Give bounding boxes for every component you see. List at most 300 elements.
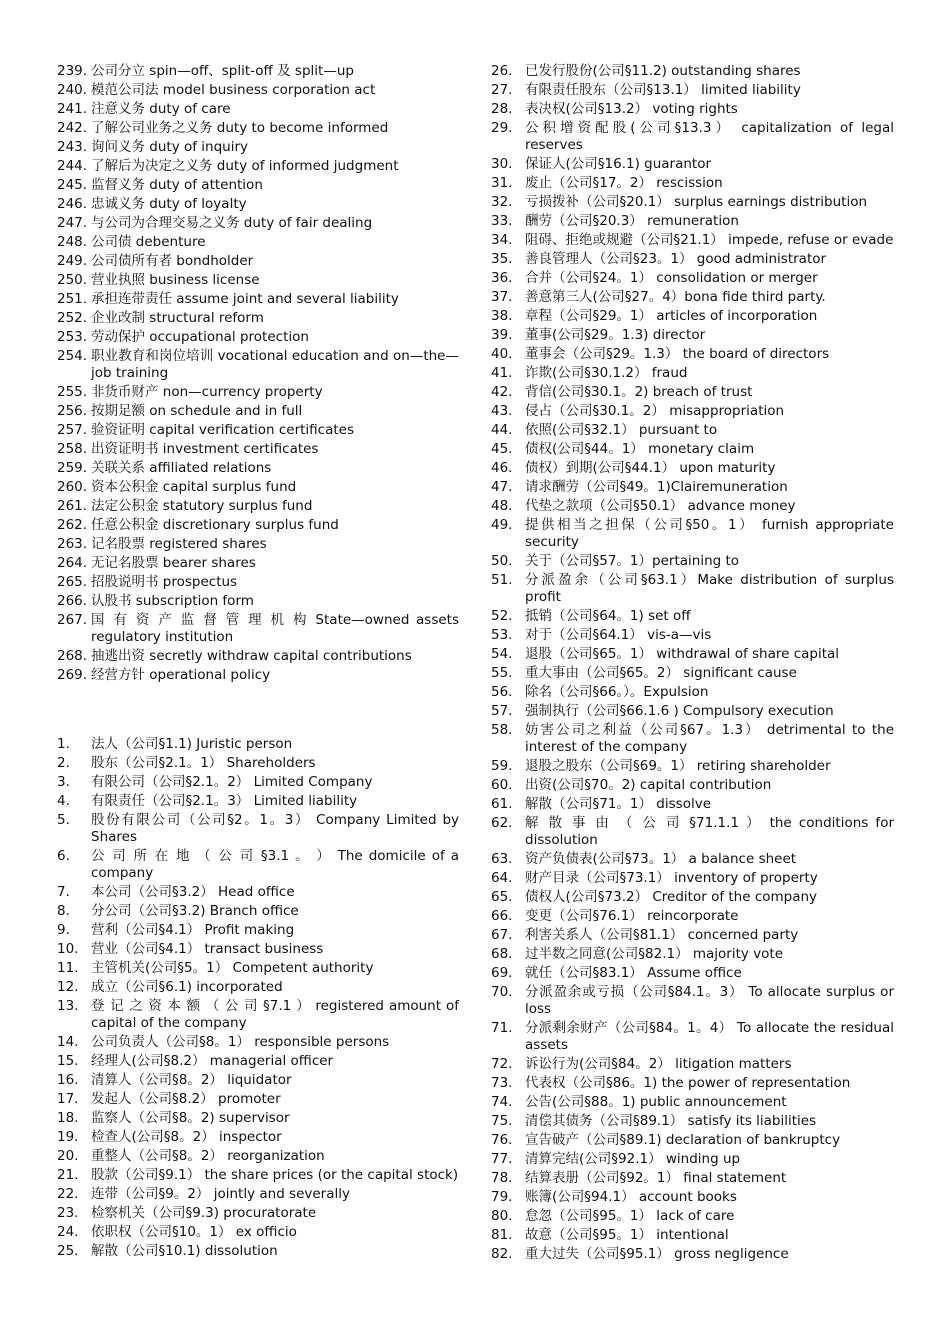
glossary-entry xyxy=(57,422,459,439)
entry-number: 22. xyxy=(57,1186,79,1202)
glossary-entry xyxy=(57,177,459,194)
entry-term: 董事(公司§29。1.3) director xyxy=(525,327,706,343)
glossary-entry xyxy=(57,517,459,534)
glossary-entry xyxy=(57,101,459,118)
glossary-entry xyxy=(491,646,894,663)
glossary-entry xyxy=(491,851,894,868)
glossary-entry xyxy=(491,815,894,849)
glossary-entry xyxy=(57,903,459,920)
entry-number: 241. xyxy=(57,101,88,117)
entry-term: 本公司（公司§3.2） Head office xyxy=(91,884,295,900)
entry-number: 27. xyxy=(491,82,513,98)
entry-term: 解散（公司§71。1） dissolve xyxy=(525,796,712,812)
entry-term: 验资证明 capital verification certificates xyxy=(91,422,355,438)
entry-term: 有限责任股东（公司§13.1） limited liability xyxy=(525,82,801,98)
entry-term: 与公司为合理交易之义务 duty of fair dealing xyxy=(91,215,373,231)
entry-number: 253. xyxy=(57,329,88,345)
entry-term: 无记名股票 bearer shares xyxy=(91,555,256,571)
entry-number: 43. xyxy=(491,403,513,419)
entry-number: 68. xyxy=(491,946,513,962)
glossary-entry xyxy=(57,555,459,572)
entry-number: 57. xyxy=(491,703,513,719)
entry-number: 245. xyxy=(57,177,88,193)
glossary-entry xyxy=(491,627,894,644)
glossary-entry xyxy=(491,1208,894,1225)
entry-number: 257. xyxy=(57,422,88,438)
entry-term: 招股说明书 prospectus xyxy=(91,574,238,590)
entry-term: 公司债 debenture xyxy=(91,234,206,250)
entry-number: 246. xyxy=(57,196,88,212)
glossary-entry xyxy=(57,120,459,137)
glossary-entry xyxy=(491,308,894,325)
entry-term: 分派盈余或亏损（公司§84.1。3） To allocate surplus or loss xyxy=(525,984,894,1017)
entry-term: 任意公积金 discretionary surplus fund xyxy=(91,517,339,533)
entry-number: 51. xyxy=(491,572,513,588)
entry-number: 244. xyxy=(57,158,88,174)
entry-term: 董事会（公司§29。1.3） the board of directors xyxy=(525,346,830,362)
entry-term: 了解后为决定之义务 duty of informed judgment xyxy=(91,158,399,174)
entry-term: 企业改制 structural reform xyxy=(91,310,264,326)
entry-term: 劳动保护 occupational protection xyxy=(91,329,309,345)
entry-number: 239. xyxy=(57,63,88,79)
entry-term: 债权）到期(公司§44.1） upon maturity xyxy=(525,460,776,476)
entry-term: 侵占（公司§30.1。2） misappropriation xyxy=(525,403,785,419)
glossary-entry xyxy=(491,1075,894,1092)
glossary-entry xyxy=(57,922,459,939)
glossary-entry xyxy=(491,908,894,925)
glossary-entry xyxy=(57,960,459,977)
entry-number: 255. xyxy=(57,384,88,400)
entry-term: 有限公司（公司§2.1。2） Limited Company xyxy=(91,774,373,790)
entry-term: 法定公积金 statutory surplus fund xyxy=(91,498,313,514)
glossary-entry xyxy=(57,460,459,477)
entry-number: 58. xyxy=(491,722,513,738)
glossary-entry xyxy=(491,1132,894,1149)
entry-term: 了解公司业务之义务 duty to become informed xyxy=(91,120,389,136)
entry-term: 主管机关(公司§5。1） Competent authority xyxy=(91,960,374,976)
entry-term: 利害关系人（公司§81.1） concerned party xyxy=(525,927,799,943)
glossary-entry xyxy=(57,234,459,251)
entry-number: 5. xyxy=(57,812,70,828)
entry-number: 65. xyxy=(491,889,513,905)
entry-term: 公告(公司§88。1) public announcement xyxy=(525,1094,787,1110)
entry-number: 55. xyxy=(491,665,513,681)
entry-number: 60. xyxy=(491,777,513,793)
entry-term: 结算表册（公司§92。1） final statement xyxy=(525,1170,787,1186)
entry-term: 营利（公司§4.1） Profit making xyxy=(91,922,295,938)
entry-number: 67. xyxy=(491,927,513,943)
entry-term: 阻碍、拒绝或规避（公司§21.1） impede, refuse or evade xyxy=(525,232,894,248)
glossary-entry xyxy=(491,1056,894,1073)
entry-term: 询问义务 duty of inquiry xyxy=(91,139,249,155)
entry-number: 10. xyxy=(57,941,79,957)
entry-number: 46. xyxy=(491,460,513,476)
glossary-entry xyxy=(57,1186,459,1203)
right-column xyxy=(491,63,894,1265)
glossary-entry xyxy=(491,422,894,439)
glossary-entry xyxy=(491,684,894,701)
glossary-entry xyxy=(57,667,459,684)
glossary-entry xyxy=(491,946,894,963)
entry-term: 公司分立 spin—off、split-off 及 split—up xyxy=(91,63,354,79)
entry-number: 34. xyxy=(491,232,513,248)
entry-number: 39. xyxy=(491,327,513,343)
entry-number: 72. xyxy=(491,1056,513,1072)
glossary-entry xyxy=(57,1167,459,1184)
entry-term: 承担连带责任 assume joint and several liability xyxy=(91,291,399,307)
glossary-entry xyxy=(57,979,459,996)
entry-term: 表决权(公司§13.2） voting rights xyxy=(525,101,738,117)
entry-number: 61. xyxy=(491,796,513,812)
glossary-entry xyxy=(491,572,894,606)
entry-term: 模范公司法 model business corporation act xyxy=(91,82,376,98)
glossary-entry xyxy=(57,441,459,458)
entry-term: 依照(公司§32.1） pursuant to xyxy=(525,422,718,438)
glossary-entry xyxy=(491,758,894,775)
entry-term: 善意第三人(公司§27。4）bona fide third party. xyxy=(525,289,826,305)
entry-number: 26. xyxy=(491,63,513,79)
entry-term: 合并（公司§24。1） consolidation or merger xyxy=(525,270,818,286)
glossary-list-1-25 xyxy=(57,736,459,1260)
glossary-entry xyxy=(57,736,459,753)
glossary-entry xyxy=(491,1151,894,1168)
entry-number: 69. xyxy=(491,965,513,981)
glossary-entry xyxy=(57,63,459,80)
glossary-entry xyxy=(57,536,459,553)
glossary-entry xyxy=(491,63,894,80)
entry-term: 成立（公司§6.1) incorporated xyxy=(91,979,283,995)
glossary-entry xyxy=(57,648,459,665)
entry-number: 12. xyxy=(57,979,79,995)
glossary-entry xyxy=(491,175,894,192)
entry-term: 除名（公司§66。）。Expulsion xyxy=(525,684,709,700)
entry-term: 请求酬劳（公司§49。1)Clairemuneration xyxy=(525,479,788,495)
glossary-entry xyxy=(491,82,894,99)
glossary-entry xyxy=(57,1129,459,1146)
entry-number: 6. xyxy=(57,848,70,864)
entry-term: 已发行股份(公司§11.2) outstanding shares xyxy=(525,63,801,79)
glossary-entry xyxy=(491,194,894,211)
glossary-entry xyxy=(57,291,459,308)
glossary-entry xyxy=(57,941,459,958)
entry-number: 11. xyxy=(57,960,79,976)
entry-number: 269. xyxy=(57,667,88,683)
entry-number: 38. xyxy=(491,308,513,324)
entry-term: 职业教育和岗位培训 vocational education and on—the—job training xyxy=(91,348,459,381)
entry-number: 29. xyxy=(491,120,513,136)
entry-number: 252. xyxy=(57,310,88,326)
glossary-entry xyxy=(57,1148,459,1165)
entry-term: 资本公积金 capital surplus fund xyxy=(91,479,297,495)
glossary-entry xyxy=(491,517,894,551)
entry-number: 254. xyxy=(57,348,88,364)
entry-number: 40. xyxy=(491,346,513,362)
entry-number: 76. xyxy=(491,1132,513,1148)
entry-number: 25. xyxy=(57,1243,79,1259)
glossary-entry xyxy=(57,1053,459,1070)
glossary-entry xyxy=(491,1227,894,1244)
glossary-entry xyxy=(491,796,894,813)
glossary-entry xyxy=(57,1205,459,1222)
glossary-entry xyxy=(57,793,459,810)
entry-term: 强制执行（公司§66.1.6 ) Compulsory execution xyxy=(525,703,834,719)
entry-term: 分派盈余（公司§63.1）Make distribution of surplus profit xyxy=(525,572,894,605)
entry-number: 251. xyxy=(57,291,88,307)
glossary-entry xyxy=(57,812,459,846)
entry-number: 267. xyxy=(57,612,88,628)
entry-number: 20. xyxy=(57,1148,79,1164)
entry-number: 16. xyxy=(57,1072,79,1088)
entry-term: 抵销（公司§64。1) set off xyxy=(525,608,691,624)
glossary-entry xyxy=(491,870,894,887)
glossary-entry xyxy=(491,251,894,268)
glossary-entry xyxy=(491,346,894,363)
entry-number: 263. xyxy=(57,536,88,552)
entry-number: 13. xyxy=(57,998,79,1014)
entry-term: 发起人（公司§8.2） promoter xyxy=(91,1091,281,1107)
entry-term: 章程（公司§29。1） articles of incorporation xyxy=(525,308,818,324)
entry-number: 64. xyxy=(491,870,513,886)
entry-term: 重整人（公司§8。2） reorganization xyxy=(91,1148,325,1164)
entry-term: 账簿(公司§94.1） account books xyxy=(525,1189,737,1205)
entry-term: 忠诚义务 duty of loyalty xyxy=(91,196,247,212)
entry-term: 公 司 所 在 地 （ 公 司 §3.1 。 ） The domicile of a company xyxy=(91,848,459,881)
entry-number: 32. xyxy=(491,194,513,210)
entry-number: 79. xyxy=(491,1189,513,1205)
entry-term: 财产目录（公司§73.1） inventory of property xyxy=(525,870,818,886)
entry-number: 15. xyxy=(57,1053,79,1069)
glossary-entry xyxy=(491,1113,894,1130)
entry-number: 28. xyxy=(491,101,513,117)
glossary-entry xyxy=(491,327,894,344)
entry-number: 18. xyxy=(57,1110,79,1126)
glossary-entry xyxy=(491,608,894,625)
entry-term: 废止（公司§17。2） rescission xyxy=(525,175,723,191)
entry-term: 退股之股东（公司§69。1） retiring shareholder xyxy=(525,758,831,774)
entry-term: 代表权（公司§86。1) the power of representation xyxy=(525,1075,851,1091)
entry-term: 公积增资配股(公司§13.3） capitalization of legal reserves xyxy=(525,120,894,153)
entry-number: 248. xyxy=(57,234,88,250)
entry-number: 247. xyxy=(57,215,88,231)
entry-number: 31. xyxy=(491,175,513,191)
entry-number: 259. xyxy=(57,460,88,476)
glossary-entry xyxy=(491,665,894,682)
glossary-entry xyxy=(57,1224,459,1241)
glossary-list-239-269 xyxy=(57,63,459,684)
entry-number: 62. xyxy=(491,815,513,831)
glossary-entry xyxy=(491,927,894,944)
entry-term: 检查人(公司§8。2） inspector xyxy=(91,1129,282,1145)
entry-term: 清算人（公司§8。2） liquidator xyxy=(91,1072,292,1088)
glossary-entry xyxy=(491,120,894,154)
entry-number: 75. xyxy=(491,1113,513,1129)
entry-term: 注意义务 duty of care xyxy=(91,101,231,117)
glossary-entry xyxy=(57,755,459,772)
entry-number: 44. xyxy=(491,422,513,438)
entry-term: 股东（公司§2.1。1） Shareholders xyxy=(91,755,316,771)
entry-term: 股份有限公司（公司§2。1。3） Company Limited by Shares xyxy=(91,812,459,845)
glossary-entry xyxy=(491,1246,894,1263)
glossary-entry xyxy=(57,196,459,213)
entry-number: 24. xyxy=(57,1224,79,1240)
glossary-entry xyxy=(491,889,894,906)
entry-term: 国 有 资 产 监 督 管 理 机 构 State—owned assets regulatory institution xyxy=(91,612,459,645)
entry-term: 就任（公司§83.1） Assume office xyxy=(525,965,742,981)
glossary-entry xyxy=(491,553,894,570)
entry-number: 19. xyxy=(57,1129,79,1145)
entry-term: 酬劳（公司§20.3） remuneration xyxy=(525,213,739,229)
entry-number: 73. xyxy=(491,1075,513,1091)
entry-term: 清算完结(公司§92.1） winding up xyxy=(525,1151,741,1167)
entry-term: 检察机关（公司§9.3) procuratorate xyxy=(91,1205,317,1221)
glossary-entry xyxy=(491,403,894,420)
entry-number: 243. xyxy=(57,139,88,155)
glossary-entry xyxy=(491,384,894,401)
entry-number: 82. xyxy=(491,1246,513,1262)
entry-number: 56. xyxy=(491,684,513,700)
entry-number: 262. xyxy=(57,517,88,533)
entry-number: 71. xyxy=(491,1020,513,1036)
glossary-entry xyxy=(491,965,894,982)
entry-term: 诉讼行为(公司§84。2） litigation matters xyxy=(525,1056,792,1072)
entry-term: 背信(公司§30.1。2) breach of trust xyxy=(525,384,753,400)
entry-number: 14. xyxy=(57,1034,79,1050)
entry-term: 退股（公司§65。1） withdrawal of share capital xyxy=(525,646,840,662)
entry-number: 41. xyxy=(491,365,513,381)
entry-number: 258. xyxy=(57,441,88,457)
glossary-entry xyxy=(491,1189,894,1206)
entry-term: 营业（公司§4.1） transact business xyxy=(91,941,324,957)
glossary-entry xyxy=(491,460,894,477)
entry-number: 17. xyxy=(57,1091,79,1107)
entry-term: 重大事由（公司§65。2） significant cause xyxy=(525,665,797,681)
entry-term: 公司债所有者 bondholder xyxy=(91,253,254,269)
glossary-entry xyxy=(491,1170,894,1187)
entry-number: 81. xyxy=(491,1227,513,1243)
entry-term: 代垫之款项（公司§50.1） advance money xyxy=(525,498,796,514)
entry-number: 256. xyxy=(57,403,88,419)
entry-number: 47. xyxy=(491,479,513,495)
entry-number: 261. xyxy=(57,498,88,514)
glossary-entry xyxy=(57,1110,459,1127)
entry-number: 242. xyxy=(57,120,88,136)
entry-term: 股款（公司§9.1） the share prices (or the capital stock) xyxy=(91,1167,459,1183)
entry-number: 50. xyxy=(491,553,513,569)
entry-term: 诈欺(公司§30.1.2） fraud xyxy=(525,365,688,381)
glossary-entry xyxy=(491,365,894,382)
entry-number: 23. xyxy=(57,1205,79,1221)
entry-number: 70. xyxy=(491,984,513,1000)
entry-number: 7. xyxy=(57,884,70,900)
glossary-entry xyxy=(57,498,459,515)
entry-term: 怠忽（公司§95。1） lack of care xyxy=(525,1208,735,1224)
glossary-entry xyxy=(491,213,894,230)
entry-number: 265. xyxy=(57,574,88,590)
entry-term: 记名股票 registered shares xyxy=(91,536,267,552)
left-column xyxy=(57,63,459,1262)
entry-number: 250. xyxy=(57,272,88,288)
glossary-entry xyxy=(57,384,459,401)
glossary-entry xyxy=(491,289,894,306)
glossary-entry xyxy=(57,998,459,1032)
entry-number: 4. xyxy=(57,793,70,809)
entry-number: 53. xyxy=(491,627,513,643)
entry-term: 按期足额 on schedule and in full xyxy=(91,403,303,419)
entry-term: 解 散 事 由 （ 公 司 §71.1.1 ） the conditions for dissolution xyxy=(525,815,894,848)
entry-term: 资产负债表(公司§73。1） a balance sheet xyxy=(525,851,797,867)
entry-number: 35. xyxy=(491,251,513,267)
entry-number: 48. xyxy=(491,498,513,514)
entry-number: 21. xyxy=(57,1167,79,1183)
entry-term: 变更（公司§76.1） reincorporate xyxy=(525,908,739,924)
entry-number: 54. xyxy=(491,646,513,662)
entry-number: 30. xyxy=(491,156,513,172)
glossary-entry xyxy=(57,310,459,327)
entry-term: 债权(公司§44。1） monetary claim xyxy=(525,441,755,457)
entry-term: 关联关系 affiliated relations xyxy=(91,460,272,476)
entry-number: 77. xyxy=(491,1151,513,1167)
entry-term: 分派剩余财产（公司§84。1。4） To allocate the residual assets xyxy=(525,1020,894,1053)
entry-number: 52. xyxy=(491,608,513,624)
entry-number: 37. xyxy=(491,289,513,305)
entry-term: 连带（公司§9。2） jointly and severally xyxy=(91,1186,350,1202)
glossary-entry xyxy=(491,984,894,1018)
glossary-entry xyxy=(57,348,459,382)
glossary-entry xyxy=(57,139,459,156)
entry-term: 解散（公司§10.1) dissolution xyxy=(91,1243,278,1259)
entry-number: 249. xyxy=(57,253,88,269)
entry-term: 出资证明书 investment certificates xyxy=(91,441,319,457)
entry-term: 提供相当之担保（公司§50。1） furnish appropriate security xyxy=(525,517,894,550)
entry-number: 36. xyxy=(491,270,513,286)
entry-number: 33. xyxy=(491,213,513,229)
glossary-entry xyxy=(57,82,459,99)
section-gap xyxy=(57,686,459,736)
glossary-entry xyxy=(491,101,894,118)
glossary-entry xyxy=(57,479,459,496)
glossary-entry xyxy=(491,1020,894,1054)
entry-number: 8. xyxy=(57,903,70,919)
entry-term: 善良管理人（公司§23。1） good administrator xyxy=(525,251,827,267)
entry-term: 妨害公司之利益（公司§67。1.3） detrimental to the interest of the company xyxy=(525,722,894,755)
entry-term: 经理人(公司§8.2） managerial officer xyxy=(91,1053,334,1069)
entry-term: 债权人(公司§73.2） Creditor of the company xyxy=(525,889,818,905)
entry-term: 法人（公司§1.1) Juristic person xyxy=(91,736,293,752)
glossary-entry xyxy=(57,215,459,232)
entry-number: 80. xyxy=(491,1208,513,1224)
glossary-entry xyxy=(57,1072,459,1089)
glossary-entry xyxy=(57,158,459,175)
glossary-entry xyxy=(57,884,459,901)
glossary-entry xyxy=(57,253,459,270)
entry-term: 关于（公司§57。1）pertaining to xyxy=(525,553,740,569)
glossary-entry xyxy=(491,270,894,287)
entry-term: 宣告破产（公司§89.1) declaration of bankruptcy xyxy=(525,1132,841,1148)
entry-term: 重大过失（公司§95.1） gross negligence xyxy=(525,1246,789,1262)
glossary-entry xyxy=(491,156,894,173)
entry-term: 抽逃出资 secretly withdraw capital contributions xyxy=(91,648,412,664)
glossary-entry xyxy=(57,1034,459,1051)
entry-term: 公司负责人（公司§8。1） responsible persons xyxy=(91,1034,390,1050)
entry-term: 非货币财产 non—currency property xyxy=(91,384,323,400)
glossary-entry xyxy=(491,498,894,515)
glossary-entry xyxy=(57,593,459,610)
glossary-entry xyxy=(57,574,459,591)
entry-term: 保证人(公司§16.1) guarantor xyxy=(525,156,712,172)
entry-term: 对于（公司§64.1） vis-a—vis xyxy=(525,627,712,643)
entry-number: 78. xyxy=(491,1170,513,1186)
entry-term: 经营方针 operational policy xyxy=(91,667,271,683)
